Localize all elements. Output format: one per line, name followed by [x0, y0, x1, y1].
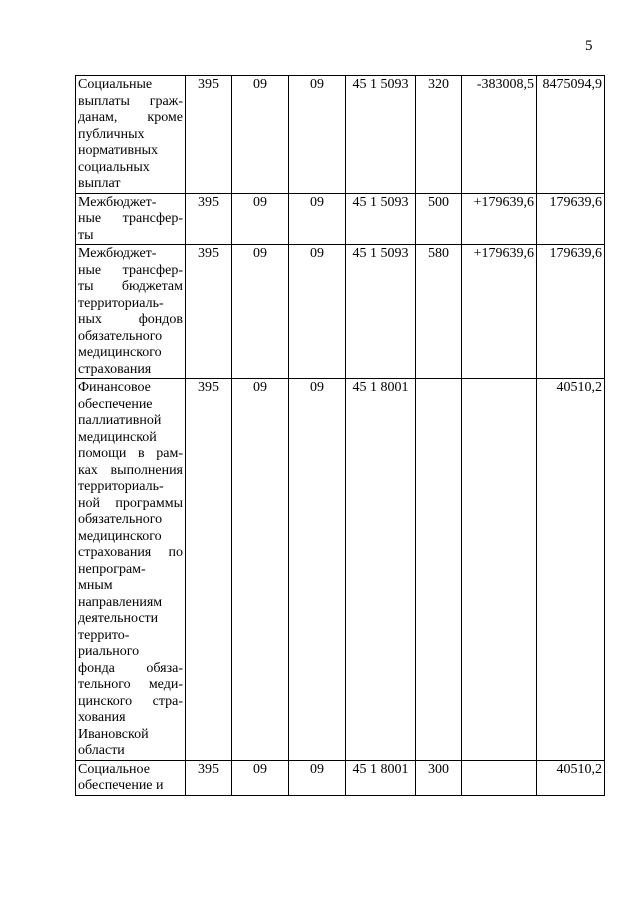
row-name-line: деятельности [78, 611, 159, 626]
row-name-line: ные трансфер- [78, 262, 183, 278]
row-name-line: ных фондов [78, 312, 183, 327]
section-code-cell: 09 [232, 245, 289, 379]
target-article-cell: 45 1 5093 [346, 76, 416, 194]
expense-type-cell: 500 [416, 193, 462, 245]
row-name-line: области [78, 743, 125, 758]
row-name-line: мным [78, 578, 113, 593]
row-name-line: медицинской [78, 429, 157, 445]
row-name-cell [76, 760, 186, 795]
row-name-cell [76, 76, 186, 194]
total-amount-cell: 8475094,9 [537, 76, 605, 194]
section-code-cell: 09 [232, 379, 289, 761]
row-name-line: Финансовое [78, 380, 151, 395]
row-name-line: риального [78, 644, 140, 659]
subsection-code-cell: 09 [289, 76, 346, 194]
row-name-line: страхования [78, 361, 152, 377]
page-number: 5 [585, 38, 593, 54]
subsection-code-cell: 09 [289, 245, 346, 379]
row-name-line: Ивановской [78, 726, 149, 742]
row-name-line: медицинского [78, 528, 162, 544]
section-code-cell: 09 [232, 760, 289, 795]
row-name-line: ной программы [78, 495, 183, 511]
row-name-line: тельного меди- [78, 677, 183, 692]
row-name-line: медицинского [78, 345, 162, 360]
row-name-line: данам, кроме [78, 110, 183, 125]
budget-table [75, 75, 605, 796]
total-amount-cell: 179639,6 [537, 245, 605, 379]
row-name-line: Межбюджет- [78, 246, 157, 261]
target-article-cell: 45 1 5093 [346, 245, 416, 379]
budget-table-body [76, 76, 605, 796]
change-amount-cell [462, 760, 537, 795]
row-name-line: обеспечение [78, 396, 153, 412]
row-name-line: ные трансфер- [78, 211, 183, 226]
row-name-line: цинского стра- [78, 693, 183, 709]
expense-type-cell: 300 [416, 760, 462, 795]
row-name-line: территориаль- [78, 295, 164, 311]
row-name-line: Социальное [78, 761, 150, 777]
change-amount-cell: +179639,6 [462, 245, 537, 379]
row-name-line: выплаты граж- [78, 93, 183, 109]
change-amount-cell: +179639,6 [462, 193, 537, 245]
row-name-line: хования [78, 710, 126, 725]
total-amount-cell: 40510,2 [537, 760, 605, 795]
table-row [76, 76, 605, 194]
row-name-line: обязательного [78, 328, 163, 344]
total-amount-cell: 40510,2 [537, 379, 605, 761]
expense-type-cell: 580 [416, 245, 462, 379]
row-name-line: нормативных [78, 143, 159, 158]
admin-code-cell: 395 [186, 245, 232, 379]
row-name-line: фонда обяза- [78, 660, 183, 676]
row-name-line: выплат [78, 176, 121, 191]
subsection-code-cell: 09 [289, 760, 346, 795]
admin-code-cell: 395 [186, 76, 232, 194]
row-name-line: Межбюджет- [78, 194, 157, 210]
change-amount-cell [462, 379, 537, 761]
row-name-line: обязательного [78, 512, 163, 527]
row-name-line: социальных [78, 159, 150, 175]
table-row [76, 760, 605, 795]
row-name-cell [76, 379, 186, 761]
table-row [76, 379, 605, 761]
section-code-cell: 09 [232, 76, 289, 194]
row-name-line: ты [78, 227, 94, 243]
row-name-line: направлениям [78, 594, 163, 610]
table-row [76, 193, 605, 245]
subsection-code-cell: 09 [289, 193, 346, 245]
target-article-cell: 45 1 5093 [346, 193, 416, 245]
row-name-line: обеспечение и [78, 778, 164, 793]
row-name-line: паллиативной [78, 413, 162, 428]
row-name-cell [76, 193, 186, 245]
expense-type-cell [416, 379, 462, 761]
change-amount-cell: -383008,5 [462, 76, 537, 194]
row-name-line: территориаль- [78, 479, 164, 494]
row-name-line: ты бюджетам [78, 279, 183, 294]
row-name-line: Социальные [78, 77, 153, 92]
row-name-line: ках выполнения [78, 462, 183, 478]
admin-code-cell: 395 [186, 193, 232, 245]
target-article-cell: 45 1 8001 [346, 379, 416, 761]
section-code-cell: 09 [232, 193, 289, 245]
expense-type-cell: 320 [416, 76, 462, 194]
table-row [76, 245, 605, 379]
row-name-line: помощи в рам- [78, 446, 183, 461]
subsection-code-cell: 09 [289, 379, 346, 761]
row-name-cell [76, 245, 186, 379]
total-amount-cell: 179639,6 [537, 193, 605, 245]
row-name-line: публичных [78, 126, 145, 142]
row-name-line: непрограм- [78, 561, 146, 577]
admin-code-cell: 395 [186, 379, 232, 761]
admin-code-cell: 395 [186, 760, 232, 795]
target-article-cell: 45 1 8001 [346, 760, 416, 795]
row-name-line: террито- [78, 627, 130, 643]
row-name-line: страхования по [78, 545, 183, 560]
